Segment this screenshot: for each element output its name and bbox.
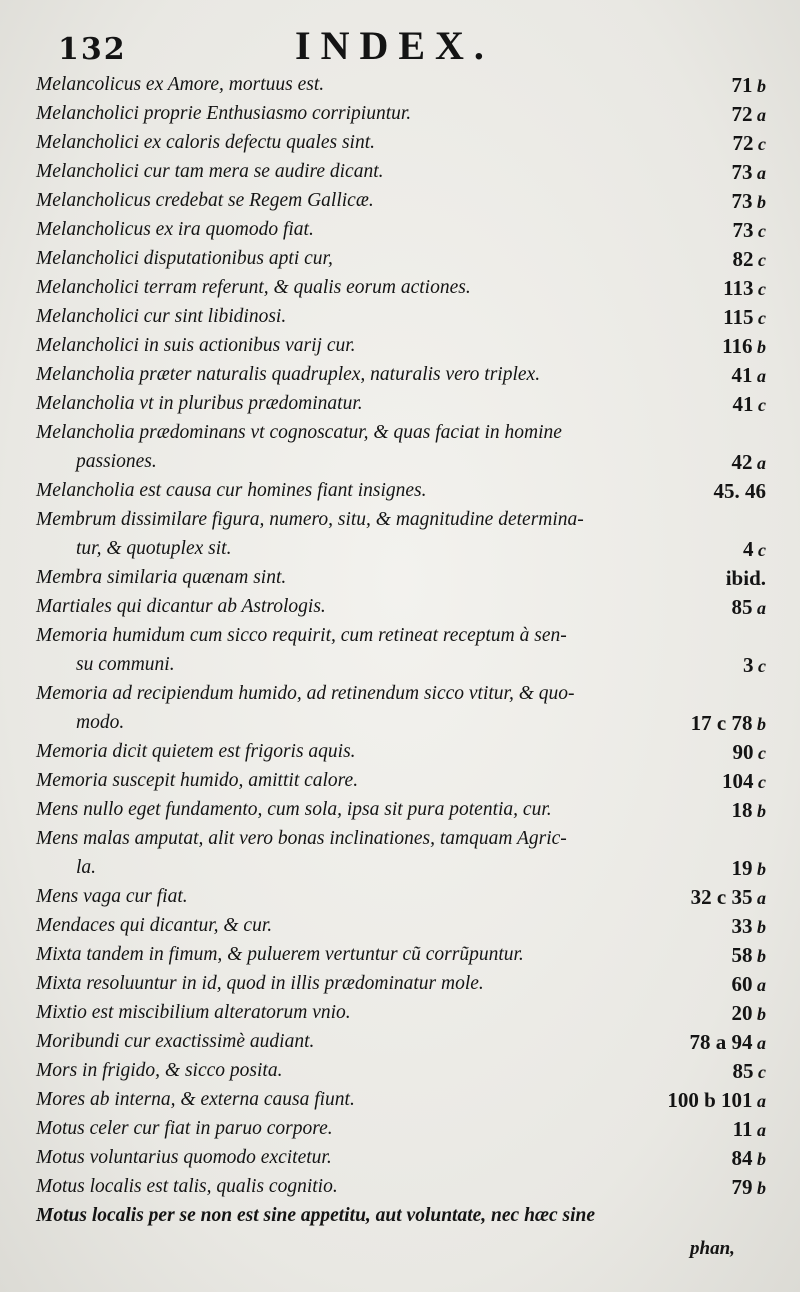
index-entry (0, 824, 800, 854)
entry-text: Melancholici cur tam mera se audire dicant. (36, 161, 384, 182)
index-entry (0, 1027, 800, 1057)
index-entry (0, 1114, 800, 1144)
entry-reference (743, 650, 766, 681)
entry-text: Melancholia prædominans vt cognoscatur, & quas faciat in homine (36, 422, 562, 443)
index-entry (0, 1143, 800, 1173)
column-letter: b (752, 1004, 766, 1024)
column-letter: a (752, 598, 766, 618)
page-reference: 32 c 35 (690, 885, 753, 909)
entry-text: Motus localis est talis, qualis cognitio. (36, 1176, 338, 1197)
entry-reference (732, 70, 767, 101)
column-letter: a (752, 1033, 766, 1053)
page-number: 132 (58, 32, 127, 67)
index-entry (0, 389, 800, 419)
index-entry (0, 157, 800, 187)
index-entry (0, 592, 800, 622)
page-reference: 41 (731, 363, 753, 387)
page-reference: 85 (731, 595, 753, 619)
index-entry (0, 737, 800, 767)
entry-text: Melancholici ex caloris defectu quales sint. (36, 132, 375, 153)
entry-reference (691, 708, 766, 739)
entry-text: Melancholici terram referunt, & qualis eorum actiones. (36, 277, 471, 298)
index-entry (0, 99, 800, 129)
entry-text: Mens malas amputat, alit vero bonas inclinationes, tamquam Agric- (36, 828, 567, 849)
entry-reference (722, 331, 766, 362)
entry-reference (732, 853, 767, 884)
index-entry (0, 998, 800, 1028)
index-entry (0, 1085, 800, 1115)
entry-text: Melancholicus credebat se Regem Gallicæ. (36, 190, 374, 211)
page-reference: ibid. (725, 566, 766, 590)
catchword: phan, (690, 1238, 735, 1259)
index-entry (0, 273, 800, 303)
page-reference: 78 a 94 (689, 1030, 753, 1054)
column-letter: a (752, 453, 766, 473)
index-entry (0, 215, 800, 245)
entry-reference (667, 1085, 766, 1116)
index-entry (0, 1172, 800, 1202)
index-entry (0, 708, 800, 738)
page-reference: 58 (731, 943, 753, 967)
entry-reference (691, 882, 766, 913)
index-entry (0, 650, 800, 680)
page-reference: 19 (731, 856, 753, 880)
page-reference: 73 (732, 218, 754, 242)
index-entry (0, 882, 800, 912)
page-reference: 33 (731, 914, 753, 938)
column-letter: b (752, 946, 766, 966)
page-reference: 72 (732, 131, 754, 155)
page-reference: 82 (732, 247, 754, 271)
page-reference: 116 (722, 334, 753, 358)
column-letter: c (753, 743, 766, 763)
column-letter: a (752, 888, 766, 908)
page-reference: 85 (732, 1059, 754, 1083)
entry-reference (722, 766, 766, 797)
entry-text: passiones. (76, 451, 157, 472)
index-entry (0, 621, 800, 651)
entry-reference (732, 969, 767, 1000)
index-entry (0, 70, 800, 100)
page-reference: 113 (723, 276, 754, 300)
entry-reference (732, 911, 767, 942)
page-reference: 104 (722, 769, 754, 793)
index-entry (0, 563, 800, 593)
entry-text: Melancholia præter naturalis quadruplex, naturalis vero triplex. (36, 364, 541, 385)
entry-reference (714, 476, 767, 506)
page-reference: 73 (731, 189, 753, 213)
column-letter: b (752, 337, 766, 357)
entry-reference (732, 447, 767, 478)
index-entry (0, 911, 800, 941)
entry-text: Memoria dicit quietem est frigoris aquis. (36, 741, 356, 762)
page-header (0, 18, 800, 70)
column-letter: b (752, 1178, 766, 1198)
index-entry (0, 766, 800, 796)
entry-text: Membrum dissimilare figura, numero, situ, & magnitudine determina- (36, 509, 584, 530)
page-reference: 90 (732, 740, 754, 764)
entry-text: Mors in frigido, & sicco posita. (36, 1060, 283, 1081)
entry-text: Mixta tandem in fimum, & puluerem vertuntur cũ corrũpuntur. (36, 944, 524, 965)
entry-reference (690, 1027, 767, 1058)
column-letter: a (752, 366, 766, 386)
entry-text: Melancholicus ex ira quomodo fiat. (36, 219, 314, 240)
entry-reference (733, 128, 767, 159)
entry-text: Motus celer cur fiat in paruo corpore. (36, 1118, 333, 1139)
page-reference: 4 (743, 537, 754, 561)
column-letter: c (753, 221, 766, 241)
entry-text: Motus localis per se non est sine appetitu, aut voluntate, nec hæc sine (36, 1205, 596, 1226)
column-letter: b (752, 76, 766, 96)
index-entry (0, 1201, 800, 1231)
entry-text: Memoria suscepit humido, amittit calore. (36, 770, 359, 791)
entry-text: Mendaces qui dicantur, & cur. (36, 915, 273, 936)
entry-text: Motus voluntarius quomodo excitetur. (36, 1147, 332, 1168)
column-letter: b (752, 801, 766, 821)
page-reference: 84 (731, 1146, 753, 1170)
page-reference: 73 (731, 160, 753, 184)
page-reference: 20 (731, 1001, 753, 1025)
index-entry (0, 331, 800, 361)
entry-reference (732, 592, 767, 623)
page-reference: 100 b 101 (667, 1088, 753, 1112)
column-letter: c (753, 279, 766, 299)
column-letter: c (753, 540, 766, 560)
index-entry (0, 128, 800, 158)
index-entry (0, 360, 800, 390)
entry-reference (733, 737, 767, 768)
entry-text: Memoria humidum cum sicco requirit, cum retineat receptum à sen- (36, 625, 567, 646)
column-letter: a (752, 1091, 766, 1111)
page-reference: 3 (743, 653, 754, 677)
running-title: INDEX. (295, 23, 494, 68)
index-entry (0, 476, 800, 506)
column-letter: c (753, 250, 766, 270)
entry-text: Mens vaga cur fiat. (36, 886, 188, 907)
page-reference: 11 (732, 1117, 753, 1141)
entry-reference (723, 302, 766, 333)
entry-text: Melancolicus ex Amore, mortuus est. (36, 74, 325, 95)
entry-text: Melancholici disputationibus apti cur, (36, 248, 333, 269)
column-letter: c (753, 395, 766, 415)
index-entry (0, 244, 800, 274)
entry-text: Mixtio est miscibilium alteratorum vnio. (36, 1002, 351, 1023)
index-entry (0, 186, 800, 216)
entry-text: Memoria ad recipiendum humido, ad retinendum sicco vtitur, & quo- (36, 683, 575, 704)
entry-reference (732, 157, 767, 188)
entry-text: Melancholia vt in pluribus prædominatur. (36, 393, 363, 414)
column-letter: b (752, 192, 766, 212)
column-letter: c (753, 1062, 766, 1082)
entry-text: Mixta resoluuntur in id, quod in illis prædominatur mole. (36, 973, 484, 994)
column-letter: c (753, 134, 766, 154)
index-entry (0, 940, 800, 970)
index-entry (0, 1056, 800, 1086)
column-letter: a (752, 105, 766, 125)
entry-reference (733, 389, 767, 420)
entry-reference (733, 244, 767, 275)
column-letter: c (753, 308, 766, 328)
entry-reference (732, 1172, 767, 1203)
index-entry (0, 853, 800, 883)
entry-text: Melancholia est causa cur homines fiant insignes. (36, 480, 427, 501)
column-letter: b (752, 917, 766, 937)
entry-reference (732, 795, 767, 826)
page-reference: 60 (731, 972, 753, 996)
index-entry (0, 969, 800, 999)
column-letter: b (752, 714, 766, 734)
entry-text: Mens nullo eget fundamento, cum sola, ipsa sit pura potentia, cur. (36, 799, 552, 820)
column-letter: c (753, 656, 766, 676)
page-reference: 79 (731, 1175, 753, 1199)
entry-reference (732, 1143, 767, 1174)
column-letter: a (752, 975, 766, 995)
column-letter: c (753, 772, 766, 792)
entry-text: su communi. (76, 654, 175, 675)
index-entry (0, 418, 800, 448)
page-reference: 42 (731, 450, 753, 474)
index-entry (0, 447, 800, 477)
entry-text: la. (76, 857, 97, 878)
entry-reference (733, 1114, 766, 1145)
entry-reference (743, 534, 766, 565)
page-reference: 72 (731, 102, 753, 126)
index-entry (0, 505, 800, 535)
entry-text: Melancholici in suis actionibus varij cur. (36, 335, 356, 356)
entry-reference (732, 99, 767, 130)
page-reference: 17 c 78 (690, 711, 753, 735)
page-reference: 115 (723, 305, 754, 329)
column-letter: b (752, 1149, 766, 1169)
entry-reference (732, 360, 767, 391)
column-letter: a (752, 163, 766, 183)
page-reference: 71 (731, 73, 753, 97)
entry-text: Melancholici proprie Enthusiasmo corripiuntur. (36, 103, 412, 124)
entry-reference (723, 273, 766, 304)
entry-text: Membra similaria quænam sint. (36, 567, 287, 588)
index-entry (0, 534, 800, 564)
page-reference: 18 (731, 798, 753, 822)
entry-text: tur, & quotuplex sit. (76, 538, 232, 559)
entry-text: modo. (76, 712, 125, 733)
entry-text: Melancholici cur sint libidinosi. (36, 306, 287, 327)
entry-reference (732, 186, 767, 217)
index-entry (0, 795, 800, 825)
page-reference: 45. 46 (713, 479, 766, 503)
index-entry (0, 679, 800, 709)
entry-text: Martiales qui dicantur ab Astrologis. (36, 596, 326, 617)
entry-reference (733, 215, 767, 246)
entry-text: Moribundi cur exactissimè audiant. (36, 1031, 315, 1052)
page-reference: 41 (732, 392, 754, 416)
column-letter: b (752, 859, 766, 879)
entry-text: Mores ab interna, & externa causa fiunt. (36, 1089, 355, 1110)
entry-reference (732, 940, 767, 971)
index-entry (0, 302, 800, 332)
entry-reference (732, 998, 767, 1029)
entry-reference (726, 563, 766, 593)
column-letter: a (752, 1120, 766, 1140)
entry-reference (733, 1056, 767, 1087)
